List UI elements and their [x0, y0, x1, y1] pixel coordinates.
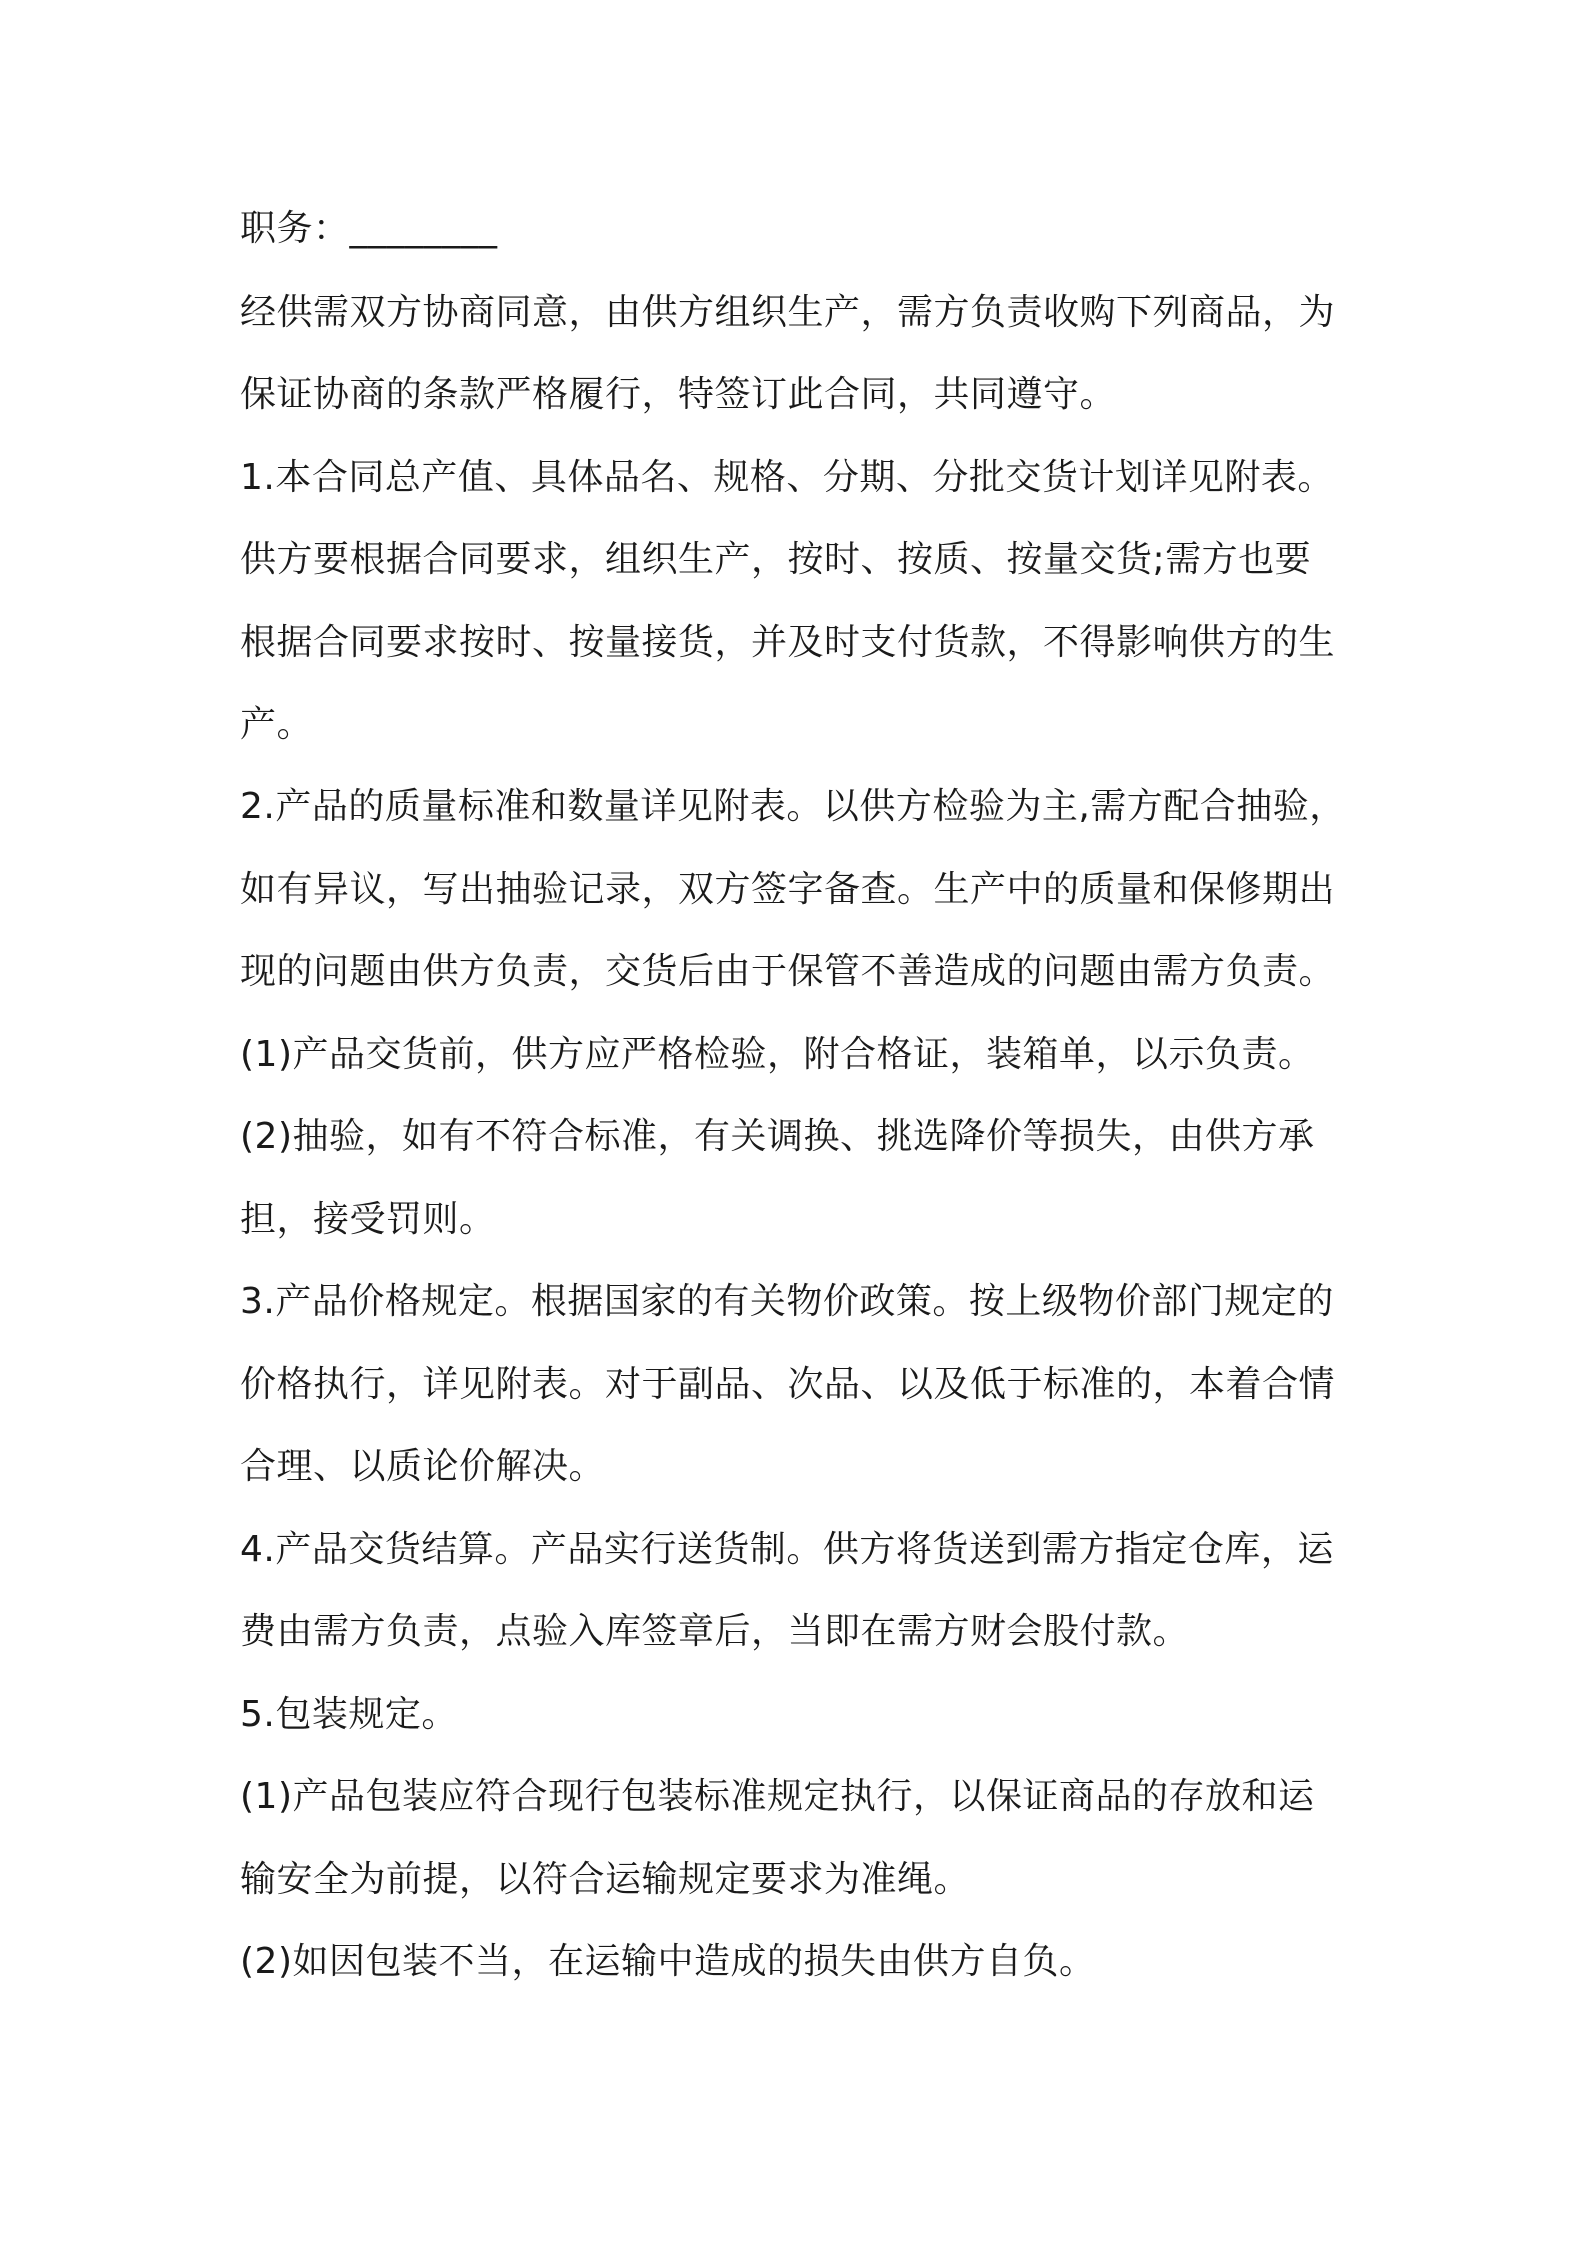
- preamble-line-2: 保证协商的条款严格履行，特签订此合同，共同遵守。: [240, 374, 1117, 415]
- clause-3-line-2: 价格执行，详见附表。对于副品、次品、以及低于标准的，本着合情: [240, 1364, 1336, 1405]
- position-field-line: 职务：________: [240, 208, 498, 249]
- clause-4-line-2: 费由需方负责，点验入库签章后，当即在需方财会股付款。: [240, 1611, 1190, 1652]
- clause-5-1-line-2: 输安全为前提，以符合运输规定要求为准绳。: [240, 1859, 971, 1900]
- clause-4-line-1: 4.产品交货结算。产品实行送货制。供方将货送到需方指定仓库，运: [240, 1529, 1334, 1570]
- clause-3-line-1: 3.产品价格规定。根据国家的有关物价政策。按上级物价部门规定的: [240, 1281, 1334, 1322]
- clause-1-line-1: 1.本合同总产值、具体品名、规格、分期、分批交货计划详见附表。: [240, 457, 1334, 498]
- clause-1-line-4: 产。: [240, 704, 314, 745]
- clause-1-line-3: 根据合同要求按时、按量接货，并及时支付货款，不得影响供方的生: [240, 622, 1336, 663]
- clause-2-line-3: 现的问题由供方负责，交货后由于保管不善造成的问题由需方负责。: [240, 951, 1336, 992]
- clause-2-line-1: 2.产品的质量标准和数量详见附表。以供方检验为主,需方配合抽验，: [240, 786, 1346, 827]
- clause-2-2-line-1: (2)抽验，如有不符合标准，有关调换、挑选降价等损失，由供方承: [240, 1116, 1315, 1157]
- clause-2-line-2: 如有异议，写出抽验记录，双方签字备查。生产中的质量和保修期出: [240, 869, 1336, 910]
- clause-2-1-line: (1)产品交货前，供方应严格检验，附合格证，装箱单，以示负责。: [240, 1034, 1315, 1075]
- clause-2-2-line-2: 担，接受罚则。: [240, 1199, 496, 1240]
- clause-5-2-line: (2)如因包装不当，在运输中造成的损失由供方自负。: [240, 1941, 1096, 1982]
- preamble-line-1: 经供需双方协商同意，由供方组织生产，需方负责收购下列商品，为: [240, 292, 1336, 333]
- clause-5-heading: 5.包装规定。: [240, 1694, 458, 1735]
- clause-5-1-line-1: (1)产品包装应符合现行包装标准规定执行，以保证商品的存放和运: [240, 1776, 1315, 1817]
- clause-1-line-2: 供方要根据合同要求，组织生产，按时、按质、按量交货;需方也要: [240, 539, 1312, 580]
- clause-3-line-3: 合理、以质论价解决。: [240, 1446, 606, 1487]
